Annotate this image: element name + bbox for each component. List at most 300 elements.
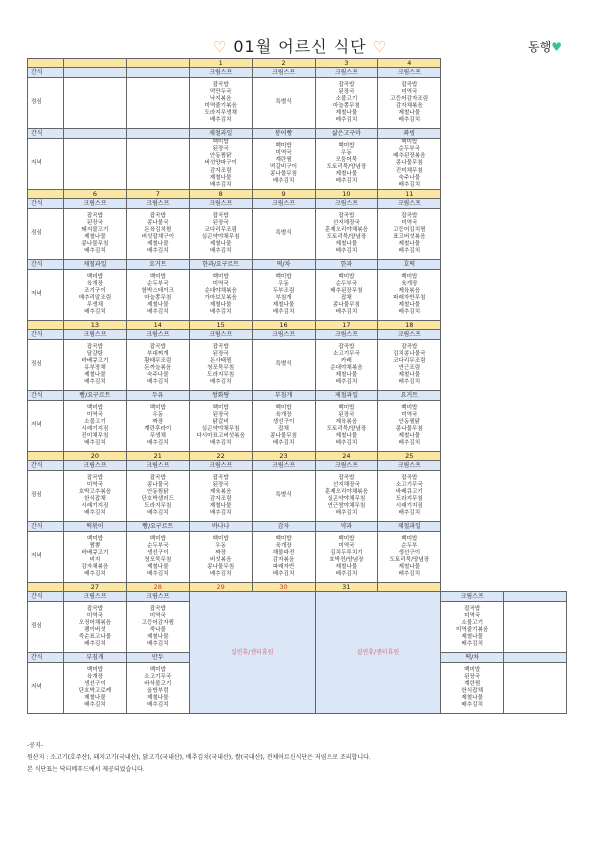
menu-item: 생선구이 xyxy=(398,549,421,556)
menu-item: 백미밥 xyxy=(212,404,229,411)
menu-item: 잡곡밥 xyxy=(212,212,229,219)
date-cell: 18 xyxy=(378,321,441,330)
snack-cell xyxy=(504,653,567,663)
row-label: 저녁 xyxy=(28,663,64,714)
menu-item: 잡곡밥 xyxy=(149,212,166,219)
snack-cell: 약과 xyxy=(315,522,378,532)
date-cell: 3 xyxy=(315,59,378,68)
menu-item: 해물파전 xyxy=(272,549,295,556)
menu-item: 생선구이 xyxy=(84,680,106,687)
menu-item: 달걀탕 xyxy=(86,350,104,357)
snack-cell: 크림스프 xyxy=(378,461,441,471)
menu-item: 실곤약야채무침 xyxy=(201,234,240,240)
menu-item: 잡곡밥 xyxy=(401,81,418,88)
menu-item: 팽이버섯 xyxy=(84,627,106,633)
notice-note: 본 식단표는 닥터메푸드에서 제공되었습니다. xyxy=(27,766,145,773)
date-row xyxy=(28,59,567,68)
date-cell: 28 xyxy=(126,583,189,592)
snack-cell: 크림스프 xyxy=(252,68,315,78)
snack-cell xyxy=(126,68,189,78)
menu-item: 소고기무국 xyxy=(144,673,172,680)
menu-item: 특별식 xyxy=(275,230,292,237)
menu-item: 백미밥 xyxy=(212,139,229,146)
menu-item: 백미밥 xyxy=(149,535,166,542)
menu-item: 배추김치 xyxy=(335,248,358,255)
menu-item: 마늘쫑무침 xyxy=(144,295,172,301)
row-label: 점심 xyxy=(28,471,64,522)
menu-item: 고등어김치찜 xyxy=(393,226,426,233)
menu-item: 배추김치 xyxy=(398,181,421,188)
menu-item: 김치두루치기 xyxy=(330,549,363,556)
row-label: 간식 xyxy=(28,68,64,78)
menu-cell xyxy=(378,471,441,522)
menu-item: 잡곡밥 xyxy=(338,474,355,481)
menu-item: 바베큐고기 xyxy=(395,488,423,495)
snack-cell: 크림스프 xyxy=(189,461,252,471)
menu-item: 제철나물 xyxy=(209,503,232,510)
date-cell: 15 xyxy=(189,321,252,330)
menu-item: 배추김치 xyxy=(147,510,169,517)
menu-item: 메추리알조림 xyxy=(78,295,112,301)
menu-item: 제철나물 xyxy=(147,695,169,702)
menu-item: 도라지무침 xyxy=(207,372,235,379)
date-cell: 8 xyxy=(189,190,252,199)
snack-cell: 크림스프 xyxy=(378,68,441,78)
menu-item: 우동 xyxy=(341,149,352,156)
menu-cell xyxy=(252,471,315,522)
snack-cell: 붕어빵 xyxy=(252,129,315,139)
menu-item: 배추김치 xyxy=(147,641,169,648)
menu-item: 우동 xyxy=(152,411,164,418)
menu-item: 제육볶음 xyxy=(335,418,358,425)
menu-cell xyxy=(378,139,441,190)
menu-item: 실곤약야채무침 xyxy=(201,426,240,432)
lunch-row xyxy=(28,471,567,522)
menu-item: 배추김치 xyxy=(398,309,421,316)
date-label-cell xyxy=(28,452,64,461)
date-cell: 10 xyxy=(315,190,378,199)
menu-item: 배추된장무침 xyxy=(330,287,363,294)
menu-item: 배추김치 xyxy=(209,440,232,447)
menu-item: 짜장 xyxy=(152,418,164,425)
date-row xyxy=(28,583,567,592)
snack-cell: 꽈빙 xyxy=(378,129,441,139)
menu-item: 백미밥 xyxy=(86,666,104,673)
menu-item: 배추김치 xyxy=(272,178,295,185)
menu-item: 배추김치 xyxy=(84,510,106,517)
menu-item: 배추김치 xyxy=(209,379,232,386)
date-cell: 29 xyxy=(189,583,252,592)
menu-item: 백미밥 xyxy=(275,535,292,542)
snack-cell: 크림스프 xyxy=(126,592,189,602)
menu-item: 백미밥 xyxy=(149,273,166,280)
menu-item: 배추김치 xyxy=(84,248,106,255)
date-cell: 1 xyxy=(189,59,252,68)
snack-cell: 빵/요구르트 xyxy=(64,391,127,401)
menu-item: 잡곡밥 xyxy=(149,605,166,612)
menu-cell xyxy=(315,340,378,391)
row-label: 간식 xyxy=(28,260,64,270)
menu-item: 미역국 xyxy=(401,219,418,226)
menu-cell xyxy=(126,471,189,522)
menu-item: 배추김치 xyxy=(272,571,295,578)
menu-cell xyxy=(64,532,127,583)
menu-item: 제육볶음 xyxy=(398,287,421,294)
menu-cell xyxy=(126,209,189,260)
snack-cell: 빵/요구르트 xyxy=(126,522,189,532)
menu-item: 배추된장볶음 xyxy=(393,153,426,160)
menu-item: 코다리무조림 xyxy=(204,226,237,233)
snack-cell: 크림스프 xyxy=(315,461,378,471)
menu-item: 배추김치 xyxy=(147,702,169,709)
date-cell: 6 xyxy=(64,190,127,199)
menu-item: 배추김치 xyxy=(147,440,169,447)
snack-cell: 호떡 xyxy=(378,260,441,270)
menu-item: 순두부 xyxy=(401,542,418,549)
menu-cell xyxy=(64,340,127,391)
menu-item: 제철나물 xyxy=(335,241,358,248)
menu-item: 잡곡밥 xyxy=(86,343,104,350)
menu-item: 백미밥 xyxy=(401,273,418,280)
menu-item: 시래기지짐 xyxy=(395,503,423,510)
menu-cell xyxy=(315,401,378,452)
menu-item: 제철나물 xyxy=(335,372,358,379)
snack-cell: 크림스프 xyxy=(64,592,127,602)
menu-item: 계란찜 xyxy=(275,156,292,163)
menu-item: 배추김치 xyxy=(84,309,106,316)
date-cell: 2 xyxy=(252,59,315,68)
menu-item: 시래기지짐 xyxy=(81,426,109,432)
dinner-row xyxy=(28,139,567,190)
menu-item: 배추김치 xyxy=(209,309,232,316)
menu-item: 배추김치 xyxy=(209,510,232,517)
snack-row xyxy=(28,592,567,602)
snack-row xyxy=(28,461,567,471)
snack-cell xyxy=(64,68,127,78)
menu-item: 소고기무국 xyxy=(395,481,423,488)
row-label: 간식 xyxy=(28,461,64,471)
menu-cell xyxy=(504,602,567,653)
menu-item: 연근조림 xyxy=(398,365,421,371)
row-label: 저녁 xyxy=(28,139,64,190)
menu-item: 김치콩나물국 xyxy=(393,350,426,357)
menu-item: 백미밥 xyxy=(401,535,418,542)
lunch-row xyxy=(28,78,567,129)
menu-item: 죽순표고나물 xyxy=(78,634,112,641)
menu-item: 육개장 xyxy=(86,673,104,680)
snack-cell: 감자 xyxy=(252,522,315,532)
date-row xyxy=(28,321,567,330)
holiday-notice: 설연휴/센터휴원 xyxy=(315,592,441,714)
menu-item: 우동 xyxy=(215,542,227,549)
menu-item: 백미밥 xyxy=(149,404,166,411)
menu-item: 잡채 xyxy=(278,426,289,432)
menu-item: 제철나물 xyxy=(272,302,295,309)
menu-item: 소불고기 xyxy=(461,619,483,626)
snack-row xyxy=(28,68,567,78)
menu-item: 콩나물무침 xyxy=(207,564,235,571)
menu-item: 호박고추볶음 xyxy=(78,488,112,495)
row-label: 점심 xyxy=(28,78,64,129)
menu-item: 미역국 xyxy=(149,612,166,619)
menu-item: 무생채 xyxy=(86,302,104,309)
menu-cell xyxy=(64,663,127,714)
snack-cell: 두유 xyxy=(126,391,189,401)
menu-item: 배추김치 xyxy=(335,309,358,316)
menu-item: 된장국 xyxy=(338,411,355,418)
menu-cell xyxy=(126,602,189,653)
menu-item: 부침개 xyxy=(275,295,292,301)
menu-item: 제철나물 xyxy=(147,564,169,571)
menu-cell xyxy=(126,340,189,391)
menu-item: 제철나물 xyxy=(84,695,106,702)
menu-item: 제철나물 xyxy=(398,302,421,309)
menu-item: 배추김치 xyxy=(461,702,483,709)
menu-item: 실곤약야채무침 xyxy=(327,496,366,502)
menu-item: 돼지불고기 xyxy=(81,226,109,233)
snack-cell: 크림스프 xyxy=(64,461,127,471)
menu-item: 배추김치 xyxy=(84,571,106,578)
menu-item: 미역국 xyxy=(212,280,229,287)
menu-item: 제철나물 xyxy=(335,433,358,440)
row-label: 점심 xyxy=(28,602,64,653)
menu-item: 배추김치 xyxy=(147,248,169,255)
menu-cell xyxy=(315,471,378,522)
menu-cell xyxy=(189,471,252,522)
snack-cell: 한과 xyxy=(315,260,378,270)
row-label: 저녁 xyxy=(28,401,64,452)
dinner_snack-row xyxy=(28,391,567,401)
menu-item: 백미밥 xyxy=(149,666,166,673)
date-cell: 14 xyxy=(126,321,189,330)
title-text: 01월 어르신 식단 xyxy=(233,37,367,56)
menu-item: 순두부국 xyxy=(398,146,421,153)
menu-item: 우동 xyxy=(278,280,289,287)
menu-cell xyxy=(64,471,127,522)
menu-cell xyxy=(252,209,315,260)
menu-item: 백미밥 xyxy=(86,535,104,542)
menu-item: 단호박샐러드 xyxy=(141,496,175,502)
menu-item: 배추김치 xyxy=(398,440,421,447)
menu-item: 잡곡밥 xyxy=(338,212,355,219)
date-cell xyxy=(126,59,189,68)
menu-item: 황태무조림 xyxy=(144,357,172,364)
snack-cell: 부침개 xyxy=(64,653,127,663)
menu-item: 잡곡밥 xyxy=(212,343,229,350)
menu-item: 제철나물 xyxy=(84,234,106,240)
menu-item: 된장국 xyxy=(212,350,229,357)
menu-item: 잡곡밥 xyxy=(86,212,104,219)
menu-item: 특별식 xyxy=(275,361,292,368)
row-label: 점심 xyxy=(28,209,64,260)
snack-cell: 쌍화탕 xyxy=(189,391,252,401)
menu-item: 바베큐고기 xyxy=(81,357,109,364)
menu-item: 생선구이 xyxy=(147,549,169,556)
menu-cell xyxy=(189,270,252,321)
menu-item: 돈육김치찜 xyxy=(144,226,172,233)
date-cell xyxy=(64,59,127,68)
menu-cell xyxy=(315,78,378,129)
menu-cell xyxy=(64,139,127,190)
menu-item: 배추김치 xyxy=(398,571,421,578)
menu-item: 안동찜닭 xyxy=(209,153,232,160)
row-label: 점심 xyxy=(28,340,64,391)
menu-cell xyxy=(378,270,441,321)
menu-item: 오징어채볶음 xyxy=(78,619,112,626)
date-cell: 27 xyxy=(64,583,127,592)
menu-cell xyxy=(64,602,127,653)
menu-item: 배추김치 xyxy=(272,440,295,447)
date-cell: 23 xyxy=(252,452,315,461)
menu-item: 훈제오리야채볶음 xyxy=(324,226,369,233)
lunch-row xyxy=(28,340,567,391)
menu-item: 육개장 xyxy=(86,280,104,287)
menu-item: 제철나물 xyxy=(209,241,232,248)
menu-cell xyxy=(126,532,189,583)
dinner-row xyxy=(28,401,567,452)
snack-cell: 크림스프 xyxy=(189,199,252,209)
menu-item: 배추김치 xyxy=(209,248,232,255)
menu-item: 제철나물 xyxy=(209,302,232,309)
menu-item: 배추김치 xyxy=(398,117,421,124)
menu-item: 배추김치 xyxy=(84,379,106,386)
menu-item: 특별식 xyxy=(275,492,292,499)
menu-item: 잡곡밥 xyxy=(338,81,355,88)
snack-cell: 크림스프 xyxy=(126,461,189,471)
snack-cell: 요거트 xyxy=(126,260,189,270)
menu-item: 배추김치 xyxy=(398,248,421,255)
menu-item: 연근쌈야채무침 xyxy=(327,503,366,510)
menu-item: 유부장채 xyxy=(84,365,106,371)
menu-item: 미역줄기볶음 xyxy=(204,103,237,109)
row-label: 간식 xyxy=(28,522,64,532)
row-label: 간식 xyxy=(28,330,64,340)
menu-item: 콩나물무침 xyxy=(270,171,298,178)
snack-cell: 제철과일 xyxy=(315,391,378,401)
snack-cell: 크림스프 xyxy=(126,199,189,209)
date-row xyxy=(28,190,567,199)
date-cell: 16 xyxy=(252,321,315,330)
menu-item: 백미밥 xyxy=(275,404,292,411)
menu-item: 카레 xyxy=(341,357,352,364)
menu-item: 감자채볶음 xyxy=(395,103,423,109)
snack-cell xyxy=(64,129,127,139)
menu-item: 제철나물 xyxy=(461,634,483,641)
menu-item: 도라지무생채 xyxy=(204,110,237,117)
snack-cell: 크림스프 xyxy=(378,199,441,209)
snack-cell xyxy=(504,592,567,602)
heart-icon: ♡ xyxy=(212,38,228,56)
date-cell: 24 xyxy=(315,452,378,461)
snack-cell: 크림스프 xyxy=(252,330,315,340)
menu-cell xyxy=(126,139,189,190)
menu-cell xyxy=(252,270,315,321)
menu-item: 콩나물무침 xyxy=(270,433,298,440)
snack-cell: 크림스프 xyxy=(252,461,315,471)
menu-item: 미역줄기볶음 xyxy=(455,627,489,633)
snack-cell: 크림스프 xyxy=(315,330,378,340)
menu-item: 잡곡밥 xyxy=(149,474,166,481)
menu-item: 훈제오리야채볶음 xyxy=(324,488,369,495)
snack-cell: 요거트 xyxy=(378,391,441,401)
menu-item: 고등어감자찜 xyxy=(141,619,175,626)
snack-cell: 크림스프 xyxy=(189,330,252,340)
menu-item: 순두부국 xyxy=(147,542,169,549)
menu-item: 청포묵무침 xyxy=(207,365,235,371)
menu-item: 미역국 xyxy=(275,149,292,156)
menu-item: 된장국 xyxy=(464,673,481,680)
menu-cell xyxy=(378,209,441,260)
menu-item: 낙지볶음 xyxy=(209,95,232,102)
menu-item: 버섯양파구이 xyxy=(204,160,237,167)
snack-cell: 부침개 xyxy=(252,391,315,401)
menu-item: 콩나물무침 xyxy=(395,426,423,432)
menu-item: 가마보꼬볶음 xyxy=(204,295,237,301)
menu-item: 바삭불고기 xyxy=(144,680,172,687)
heart-icon: ♡ xyxy=(372,38,388,56)
notice xyxy=(27,740,371,776)
dinner_snack-row xyxy=(28,260,567,270)
snack-cell: 크림스프 xyxy=(252,199,315,209)
menu-item: 미역국 xyxy=(86,481,104,488)
menu-item: 감자조림 xyxy=(209,167,232,174)
menu-item: 소불고기 xyxy=(335,95,358,102)
snack-cell: 만두 xyxy=(126,653,189,663)
menu-item: 백미밥 xyxy=(401,139,418,146)
menu-item: 돈까늘볶음 xyxy=(144,365,172,371)
menu-item: 잡곡밥 xyxy=(212,81,229,88)
menu-item: 도토리묵/양념장 xyxy=(326,164,367,170)
date-label-cell xyxy=(28,583,64,592)
menu-item: 제육볶음 xyxy=(209,488,232,495)
menu-item: 백미밥 xyxy=(401,404,418,411)
menu-item: 미역국 xyxy=(401,411,418,418)
menu-item: 된장국 xyxy=(212,481,229,488)
date-row xyxy=(28,452,567,461)
date-cell: 7 xyxy=(126,190,189,199)
menu-item: 도토리묵/양념장 xyxy=(326,426,367,432)
menu-item: 배추김치 xyxy=(84,702,106,709)
menu-item: 제철나물 xyxy=(84,372,106,379)
menu-cell xyxy=(315,270,378,321)
date-cell: 11 xyxy=(378,190,441,199)
menu-item: 백미밥 xyxy=(464,666,481,673)
menu-item: 제철나물 xyxy=(147,241,169,248)
menu-item: 고등어감자조림 xyxy=(390,95,429,102)
menu-item: 백미밥 xyxy=(275,142,292,149)
snack-cell: 제철과일 xyxy=(189,129,252,139)
menu-item: 두부조림 xyxy=(272,287,295,294)
menu-item: 제철나물 xyxy=(398,110,421,117)
date-cell: 22 xyxy=(189,452,252,461)
menu-item: 진미채무침 xyxy=(395,167,423,174)
page-title xyxy=(0,34,600,57)
menu-item: 제철나물 xyxy=(398,372,421,379)
heart-icon: ♥ xyxy=(551,40,562,54)
row-label: 간식 xyxy=(28,129,64,139)
menu-item: 배추김치 xyxy=(147,309,169,316)
menu-item: 제철나물 xyxy=(147,634,169,641)
menu-item: 제철나물 xyxy=(335,564,358,571)
menu-item: 콩나물무침 xyxy=(332,302,360,309)
row-label: 저녁 xyxy=(28,270,64,321)
date-cell: 13 xyxy=(64,321,127,330)
menu-table xyxy=(27,58,567,714)
snack-cell: 크림스프 xyxy=(64,330,127,340)
date-cell: 31 xyxy=(315,583,378,592)
menu-cell xyxy=(64,270,127,321)
menu-item: 감자볶음 xyxy=(272,557,295,563)
